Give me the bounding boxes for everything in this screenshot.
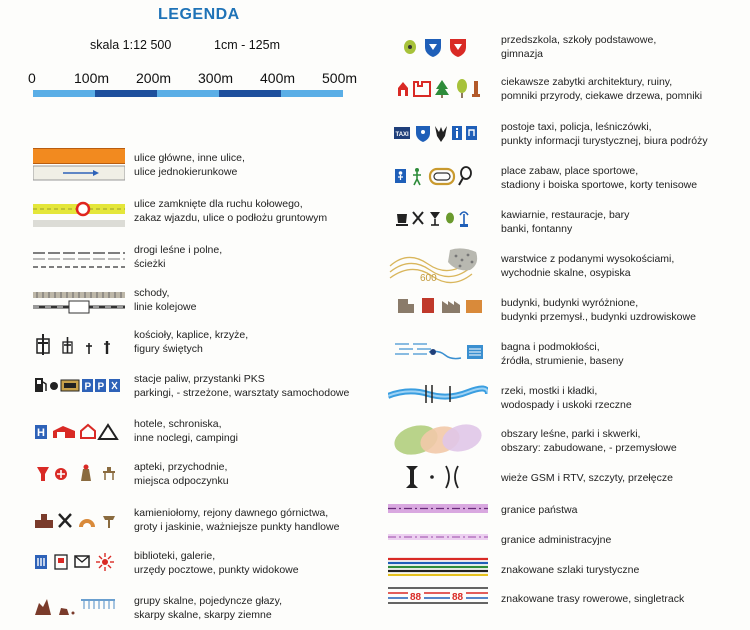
- scalebar-segment: [157, 90, 219, 97]
- bench-icon: [103, 467, 115, 480]
- primary-school-icon: [425, 39, 441, 57]
- police-icon: [416, 126, 430, 142]
- service-icons: [392, 122, 480, 144]
- forest-road-symbol: [33, 247, 125, 273]
- hostel-icon: [53, 426, 75, 438]
- nature-monument-icon: [435, 80, 449, 98]
- scalebar-segment: [219, 90, 281, 97]
- taxi-label: TAXI: [395, 132, 409, 138]
- legend-entry-left: ulice główne, inne ulice, ulice jednokierunkowe: [134, 152, 245, 178]
- bike-route-label: 88: [410, 592, 422, 603]
- legend-entry-right: ciekawsze zabytki architektury, ruiny, pomniki przyrody, ciekawe drzewa, pomniki: [501, 76, 703, 102]
- svg-text:P: P: [84, 381, 92, 393]
- pass-icon: [446, 466, 458, 488]
- clinic-icon: [55, 468, 67, 480]
- ruins-icon: [414, 82, 430, 96]
- scale-label: 0: [28, 70, 36, 86]
- notable-tree-icon: [457, 79, 467, 98]
- parking-guarded-icon: [61, 380, 79, 391]
- legend-entry-right: budynki, budynki wyróżnione, budynki przemysł., budynki uzdrowiskowe: [501, 297, 696, 323]
- tennis-court-icon: [459, 167, 471, 185]
- bike-route-label: 88: [452, 592, 464, 603]
- architecture-monument-icon: [398, 82, 408, 96]
- legend-entry-right: warstwice z podanymi wysokościami, wychodnie skalne, osypiska: [501, 253, 675, 279]
- lodging-icon: [81, 425, 95, 438]
- spa-building-icon: [466, 300, 482, 313]
- fountain-icon: [460, 212, 468, 227]
- legend-entry-right: bagna i podmokłości, źródła, strumienie, baseny: [501, 341, 624, 367]
- church-icon: [37, 334, 49, 355]
- culture-icons: [33, 550, 125, 574]
- fuel-station-icon: [35, 378, 46, 392]
- gallery-icon: [55, 555, 67, 569]
- wetland-symbol: [393, 338, 489, 364]
- legend-entry-right: wieże GSM i RTV, szczyty, przełęcze: [501, 472, 673, 484]
- church-icons: [33, 333, 125, 357]
- closed-street-symbol: [33, 196, 125, 230]
- school-icons: [400, 36, 480, 58]
- quarry-icon: [35, 514, 53, 528]
- transport-icons: [33, 374, 129, 398]
- monument-icons: [396, 76, 480, 100]
- scale-ratio: skala 1:12 500: [90, 38, 172, 52]
- contour-elevation-label: 600: [420, 273, 437, 284]
- legend-entry-right: znakowane trasy rowerowe, singletrack: [501, 593, 685, 605]
- legend-entry-right: znakowane szlaki turystyczne: [501, 564, 640, 576]
- hotel-icon: [35, 425, 47, 439]
- contour-symbol: [388, 244, 484, 284]
- forester-icon: [435, 126, 447, 142]
- tower-icons: [402, 462, 472, 490]
- legend-entry-right: postoje taxi, policja, leśniczówki, punkty informacji turystycznej, biura podróży: [501, 121, 708, 147]
- viewpoint-icon: [96, 553, 114, 571]
- saint-figure-icon: [104, 341, 110, 354]
- car-workshop-icon: [109, 379, 120, 392]
- legend-entry-right: rzeki, mostki i kładki, wodospady i uskoki rzeczne: [501, 385, 632, 411]
- rock-scarp-icon: [81, 600, 115, 609]
- area-symbol: [392, 418, 488, 458]
- cross-icon: [86, 343, 92, 354]
- scalebar-segment: [95, 90, 157, 97]
- scalebar: [33, 90, 343, 97]
- kindergarten-icon: [404, 40, 416, 54]
- legend-entry-left: biblioteki, galerie, urzędy pocztowe, punkty widokowe: [134, 550, 299, 576]
- gsm-tower-icon: [406, 466, 418, 488]
- legend-entry-left: ulice zamknięte dla ruchu kołowego, zakaz wjazdu, ulice o podłożu gruntowym: [134, 198, 328, 224]
- chapel-icon: [63, 337, 72, 353]
- travel-agency-icon: [466, 126, 477, 140]
- scale-label: 100m: [74, 70, 110, 86]
- playground-icon: [395, 169, 406, 183]
- mining-area-icon: [59, 514, 71, 527]
- scale-label: 200m: [136, 70, 172, 86]
- tourist-info-icon: [452, 126, 462, 140]
- legend-entry-right: place zabaw, place sportowe, stadiony i boiska sportowe, korty tenisowe: [501, 165, 698, 191]
- rock-group-icon: [35, 599, 51, 615]
- scalebar-segment: [281, 90, 343, 97]
- guarded-parking-icon: [95, 379, 106, 393]
- legend-entry-right: kawiarnie, restauracje, bary banki, fontanny: [501, 209, 630, 235]
- legend-title: LEGENDA: [158, 6, 240, 23]
- camping-icon: [99, 425, 117, 439]
- food-icons: [395, 206, 481, 230]
- cave-icon: [79, 519, 95, 527]
- legend-entry-left: hotele, schroniska, inne noclegi, campingi: [134, 418, 238, 444]
- sport-icons: [393, 164, 481, 190]
- legend-entry-left: grupy skalne, pojedyncze głazy, skarpy skalne, skarpy ziemne: [134, 595, 283, 621]
- cafe-icon: [396, 214, 408, 226]
- gymnasium-icon: [450, 39, 466, 57]
- rock-icons: [33, 593, 125, 619]
- legend-entry-left: kamieniołomy, rejony dawnego górnictwa, groty i jaskinie, ważniejsze punkty handlowe: [134, 507, 340, 533]
- scalebar-segment: [33, 90, 95, 97]
- bar-icon: [430, 212, 440, 225]
- svg-text:H: H: [37, 427, 45, 439]
- parking-icon: [82, 379, 93, 393]
- building-icons: [396, 293, 486, 317]
- bike-route-symbol: [388, 584, 488, 608]
- statue-icon: [472, 81, 480, 97]
- legend-entry-right: granice administracyjne: [501, 534, 612, 546]
- scale-label: 300m: [198, 70, 234, 86]
- distinguished-building-icon: [422, 298, 434, 313]
- spring-icon: [430, 349, 436, 355]
- rest-area-icon: [81, 465, 91, 482]
- legend-entry-right: przedszkola, szkoły podstawowe, gimnazja: [501, 34, 657, 60]
- health-icons: [33, 462, 125, 486]
- restaurant-icon: [413, 212, 423, 224]
- legend-entry-left: stacje paliw, przystanki PKS parkingi, - strzeżone, warsztaty samochodowe: [134, 373, 350, 399]
- scale-label: 500m: [322, 70, 358, 86]
- legend-entry-left: apteki, przychodnie, miejsca odpoczynku: [134, 461, 229, 487]
- one-way-street-symbol: [33, 164, 125, 184]
- accommodation-icons: [33, 420, 125, 444]
- bus-stop-icon: [50, 382, 58, 390]
- post-office-icon: [75, 556, 89, 567]
- legend-entry-left: drogi leśne i polne, ścieżki: [134, 244, 223, 270]
- trade-point-icon: [103, 516, 115, 528]
- taxi-icon: [394, 127, 410, 139]
- main-street-symbol: [33, 148, 125, 164]
- stadium-icon: [430, 169, 454, 184]
- admin-border-symbol: [388, 532, 488, 542]
- industrial-building-icon: [442, 301, 460, 313]
- peak-icon: [430, 475, 434, 479]
- svg-text:P: P: [97, 381, 105, 393]
- sports-ground-icon: [413, 168, 421, 185]
- tourist-trail-symbol: [388, 556, 488, 576]
- legend-entry-right: granice państwa: [501, 504, 578, 516]
- legend-entry-right: obszary leśne, parki i skwerki, obszary: zabudowane, - przemysłowe: [501, 428, 677, 454]
- pharmacy-icon: [37, 467, 49, 481]
- legend-entry-left: schody, linie kolejowe: [134, 287, 197, 313]
- building-icon: [398, 299, 414, 313]
- legend-entry-left: kościoły, kaplice, krzyże, figury świętych: [134, 329, 249, 355]
- scale-label: 400m: [260, 70, 296, 86]
- pool-icon: [467, 345, 483, 359]
- library-icon: [35, 555, 47, 569]
- bank-icon: [446, 213, 454, 224]
- river-symbol: [388, 382, 488, 406]
- boulder-icon: [59, 608, 75, 615]
- mining-icons: [33, 508, 125, 532]
- stairs-railway-symbol: [33, 289, 125, 315]
- scale-conversion: 1cm - 125m: [214, 38, 280, 52]
- country-border-symbol: [388, 503, 488, 515]
